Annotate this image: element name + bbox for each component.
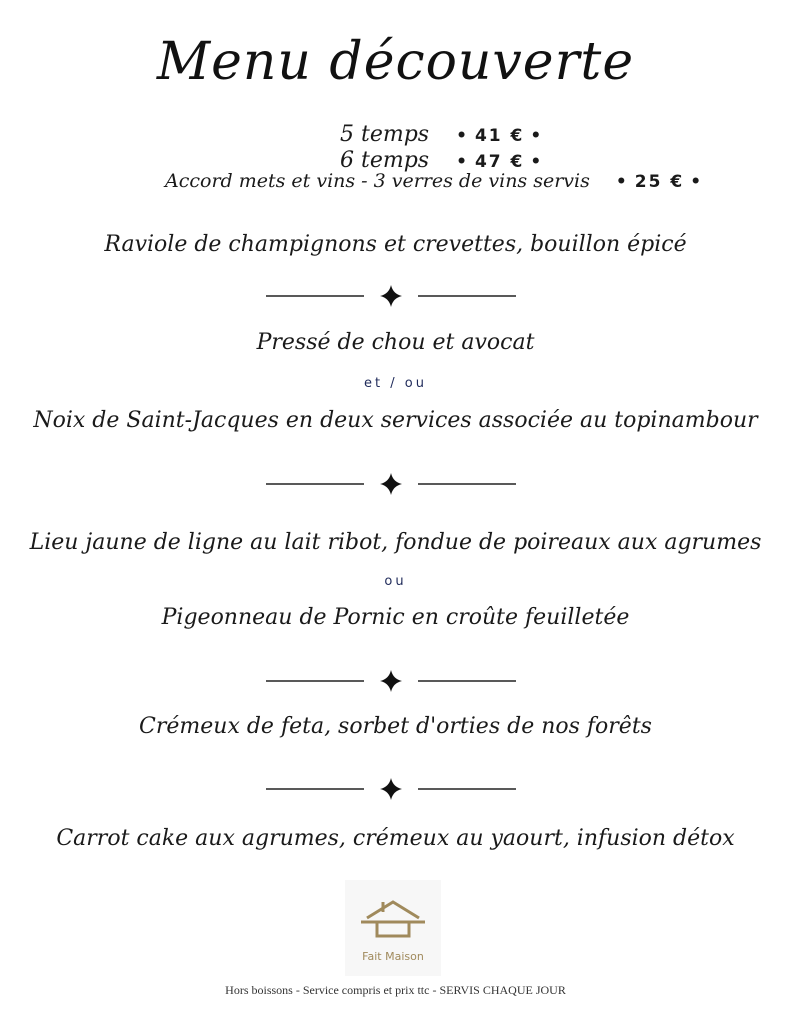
price-value-wrapper: • 41 € • xyxy=(456,126,544,146)
course-3a: Lieu jaune de ligne au lait ribot, fondue de poireaux aux agrumes xyxy=(29,530,762,555)
conjunction-ou: ou xyxy=(384,574,407,589)
price-row-accord xyxy=(165,170,709,192)
house-icon xyxy=(345,880,441,950)
conjunction-et-ou: et / ou xyxy=(364,376,427,391)
price-label: Accord mets et vins - 3 verres de vins servis xyxy=(165,170,590,192)
price-value-wrapper: • 25 € • xyxy=(615,172,704,192)
logo-label: Fait Maison xyxy=(362,950,424,963)
price-value-wrapper: • 47 € • xyxy=(456,152,544,172)
star-divider-icon xyxy=(266,472,516,496)
fait-maison-logo xyxy=(345,880,441,976)
footer-note: Hors boissons - Service compris et prix ttc - SERVIS CHAQUE JOUR xyxy=(225,983,566,997)
course-2a: Pressé de chou et avocat xyxy=(256,330,535,355)
price-value: 47 € xyxy=(474,152,525,172)
star-divider-icon xyxy=(266,777,516,801)
course-1: Raviole de champignons et crevettes, bouillon épicé xyxy=(104,232,687,257)
page-title: Menu découverte xyxy=(156,32,635,92)
star-divider-icon xyxy=(266,284,516,308)
course-3b: Pigeonneau de Pornic en croûte feuilletée xyxy=(161,605,630,630)
course-4: Crémeux de feta, sorbet d'orties de nos forêts xyxy=(139,714,652,739)
price-value: 25 € xyxy=(634,172,685,192)
price-value: 41 € xyxy=(474,126,525,146)
price-label: 5 temps xyxy=(340,122,430,147)
price-row-5-temps xyxy=(340,122,549,147)
course-5: Carrot cake aux agrumes, crémeux au yaourt, infusion détox xyxy=(56,826,735,851)
price-label: 6 temps xyxy=(340,148,430,173)
course-2b: Noix de Saint-Jacques en deux services associée au topinambour xyxy=(33,408,758,433)
star-divider-icon xyxy=(266,669,516,693)
